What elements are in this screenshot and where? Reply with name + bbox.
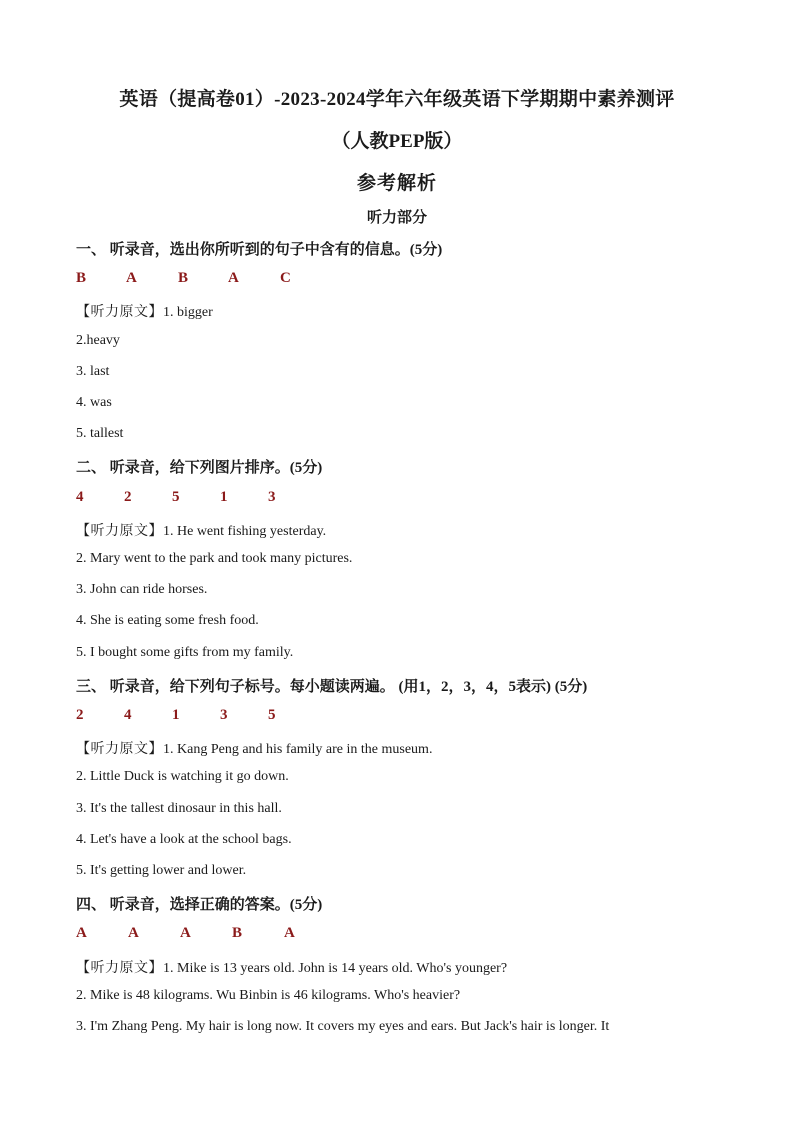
answer: B bbox=[178, 270, 189, 286]
transcript-tag: 【听力原文】 bbox=[76, 524, 163, 539]
transcript-line: 5. tallest bbox=[76, 426, 124, 441]
transcript-line: 3. It's the tallest dinosaur in this hall. bbox=[76, 801, 282, 816]
answer: 5 bbox=[172, 489, 180, 505]
transcript-line: 4. She is eating some fresh food. bbox=[76, 613, 259, 628]
answer: 1 bbox=[220, 489, 228, 505]
transcript-line: 【听力原文】1. Kang Peng and his family are in the museum. bbox=[76, 742, 433, 757]
answer: A bbox=[284, 925, 295, 941]
section-part-title: 听力部分 bbox=[366, 210, 427, 226]
transcript-line: 2. Mike is 48 kilograms. Wu Binbin is 46 kilograms. Who's heavier? bbox=[76, 988, 461, 1003]
answer: A bbox=[128, 925, 139, 941]
transcript-line: 5. It's getting lower and lower. bbox=[76, 863, 247, 878]
transcript-line: 【听力原文】1. bigger bbox=[76, 305, 213, 320]
answer: B bbox=[76, 270, 87, 286]
transcript-line: 3. John can ride horses. bbox=[76, 582, 208, 597]
answer: B bbox=[232, 925, 243, 941]
answer: 2 bbox=[76, 707, 84, 723]
transcript-line: 3. I'm Zhang Peng. My hair is long now. It covers my eyes and ears. But Jack's hair is longer. It bbox=[76, 1019, 610, 1034]
transcript-tag: 【听力原文】 bbox=[76, 305, 163, 320]
answer: 1 bbox=[172, 707, 180, 723]
answer: 3 bbox=[268, 489, 276, 505]
transcript-line: 2. Mary went to the park and took many pictures. bbox=[76, 551, 353, 566]
answer: A bbox=[228, 270, 239, 286]
answer: 4 bbox=[76, 489, 84, 505]
answer: A bbox=[180, 925, 191, 941]
section-3-heading: 三、 听录音，给下列句子标号。每小题读两遍。 (用1，2，3，4，5表示) (5分) bbox=[76, 679, 588, 695]
transcript-line: 【听力原文】1. Mike is 13 years old. John is 14 years old. Who's younger? bbox=[76, 961, 508, 976]
transcript-line: 【听力原文】1. He went fishing yesterday. bbox=[76, 524, 327, 539]
transcript-line: 3. last bbox=[76, 364, 110, 379]
transcript-line: 2.heavy bbox=[76, 333, 120, 348]
transcript-tag: 【听力原文】 bbox=[76, 961, 163, 976]
document-subtitle-answers: 参考解析 bbox=[356, 173, 437, 194]
transcript-line: 2. Little Duck is watching it go down. bbox=[76, 769, 289, 784]
section-1-answers bbox=[76, 270, 291, 287]
document-edition: （人教PEP版） bbox=[331, 131, 463, 152]
answer: A bbox=[76, 925, 87, 941]
document-title: 英语（提高卷01）-2023-2024学年六年级英语下学期期中素养测评 bbox=[119, 89, 675, 110]
answer: 3 bbox=[220, 707, 228, 723]
answer: 5 bbox=[268, 707, 276, 723]
section-1-heading: 一、 听录音，选出你所听到的句子中含有的信息。(5分) bbox=[76, 242, 443, 258]
section-2-answers bbox=[76, 489, 276, 506]
answer: 4 bbox=[124, 707, 132, 723]
transcript-line: 4. Let's have a look at the school bags. bbox=[76, 832, 292, 847]
section-4-heading: 四、 听录音，选择正确的答案。(5分) bbox=[76, 897, 323, 913]
section-2-heading: 二、 听录音，给下列图片排序。(5分) bbox=[76, 460, 323, 476]
answer: A bbox=[126, 270, 137, 286]
answer: C bbox=[280, 270, 291, 286]
transcript-line: 5. I bought some gifts from my family. bbox=[76, 645, 294, 660]
transcript-line: 4. was bbox=[76, 395, 112, 410]
section-3-answers bbox=[76, 707, 276, 724]
transcript-tag: 【听力原文】 bbox=[76, 742, 163, 757]
answer: 2 bbox=[124, 489, 132, 505]
section-4-answers bbox=[76, 925, 295, 942]
